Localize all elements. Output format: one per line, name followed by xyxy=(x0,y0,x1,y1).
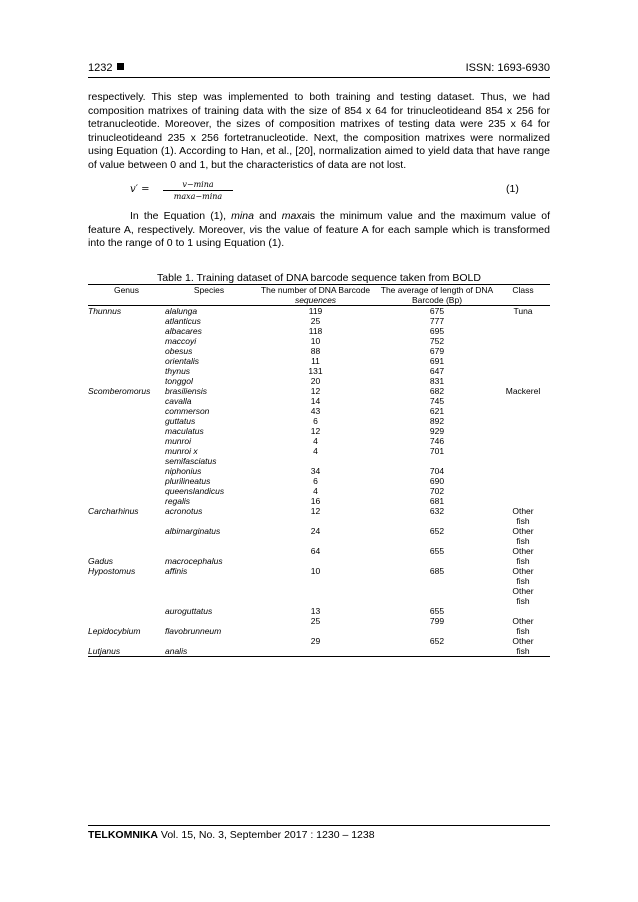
cell-class: Tuna xyxy=(513,306,533,316)
cell-genus: Hypostomus xyxy=(88,566,136,576)
cell-species xyxy=(165,636,253,646)
cell-avg: 701 xyxy=(429,446,445,456)
cell-avg: 695 xyxy=(429,326,445,336)
cell-species xyxy=(165,516,253,526)
cell-class xyxy=(496,496,550,506)
cell-class: Other xyxy=(512,616,534,626)
cell-count: 20 xyxy=(310,376,321,386)
cell-avg: 652 xyxy=(429,526,445,536)
cell-genus xyxy=(88,616,165,626)
table-row xyxy=(88,376,550,386)
cell-avg: 704 xyxy=(429,466,445,476)
col-header-average xyxy=(378,285,496,306)
cell-genus xyxy=(88,536,165,546)
header-rule xyxy=(88,77,550,78)
cell-avg xyxy=(378,586,496,596)
cell-count: 16 xyxy=(310,496,321,506)
table-row xyxy=(88,536,550,546)
cell-count xyxy=(253,576,378,586)
cell-avg: 892 xyxy=(429,416,445,426)
cell-class xyxy=(496,466,550,476)
cell-class xyxy=(496,476,550,486)
cell-genus xyxy=(88,456,165,466)
cell-avg xyxy=(378,516,496,526)
cell-genus xyxy=(88,396,165,406)
cell-avg: 690 xyxy=(429,476,445,486)
cell-species: affinis xyxy=(165,566,188,576)
cell-avg: 929 xyxy=(429,426,445,436)
cell-count: 64 xyxy=(310,546,321,556)
cell-avg: 799 xyxy=(429,616,445,626)
equation-numerator: v−mina xyxy=(163,180,233,191)
cell-avg: 746 xyxy=(429,436,445,446)
cell-avg: 691 xyxy=(429,356,445,366)
cell-count xyxy=(253,516,378,526)
cell-species: semifasciatus xyxy=(165,456,217,466)
cell-species: regalis xyxy=(165,496,191,506)
cell-genus xyxy=(88,586,165,596)
table-row xyxy=(88,586,550,596)
cell-avg xyxy=(378,456,496,466)
equation-number: (1) xyxy=(506,183,519,195)
cell-species: commerson xyxy=(165,406,210,416)
cell-count: 14 xyxy=(310,396,321,406)
cell-class: Other xyxy=(512,586,534,596)
table-row xyxy=(88,346,550,356)
cell-avg: 655 xyxy=(429,606,445,616)
cell-genus xyxy=(88,446,165,456)
cell-count: 29 xyxy=(310,636,321,646)
cell-genus xyxy=(88,486,165,496)
cell-avg xyxy=(378,646,496,657)
math-max-a: maxa xyxy=(281,210,308,222)
cell-class: Other xyxy=(512,636,534,646)
table-row xyxy=(88,426,550,436)
cell-count xyxy=(253,536,378,546)
cell-count: 24 xyxy=(310,526,321,536)
cell-class: Other xyxy=(512,506,534,516)
table-row xyxy=(88,476,550,486)
cell-genus: Gadus xyxy=(88,556,114,566)
equation-fraction xyxy=(163,180,233,201)
cell-genus xyxy=(88,496,165,506)
table-row xyxy=(88,436,550,446)
cell-class: fish xyxy=(516,626,530,636)
cell-genus: Lutjanus xyxy=(88,646,121,656)
cell-species: orientalis xyxy=(165,356,200,366)
cell-species: albimarginatus xyxy=(165,526,221,536)
table-caption: Table 1. Training dataset of DNA barcode sequence taken from BOLD xyxy=(157,272,481,284)
table-row xyxy=(88,566,550,576)
cell-avg xyxy=(378,536,496,546)
cell-genus: Thunnus xyxy=(88,306,122,316)
cell-class xyxy=(496,606,550,616)
dna-barcode-table xyxy=(88,284,550,657)
table-row xyxy=(88,316,550,326)
table-row xyxy=(88,356,550,366)
cell-class: Other xyxy=(512,546,534,556)
cell-species: queenslandicus xyxy=(165,486,225,496)
table-row xyxy=(88,506,550,516)
cell-genus xyxy=(88,346,165,356)
cell-species: niphonius xyxy=(165,466,202,476)
cell-class: fish xyxy=(516,536,530,546)
cell-class: fish xyxy=(516,646,530,656)
table-row xyxy=(88,326,550,336)
issn: ISSN: 1693-6930 xyxy=(465,62,550,74)
journal-citation: Vol. 15, No. 3, September 2017 : 1230 – 1238 xyxy=(158,829,375,841)
table-row xyxy=(88,386,550,396)
cell-genus: Scomberomorus xyxy=(88,386,151,396)
cell-class xyxy=(496,446,550,456)
cell-species: flavobrunneum xyxy=(165,626,222,636)
cell-class xyxy=(496,376,550,386)
cell-species: maculatus xyxy=(165,426,204,436)
cell-genus xyxy=(88,596,165,606)
table-row xyxy=(88,446,550,456)
table-row xyxy=(88,406,550,416)
cell-count: 4 xyxy=(313,446,318,456)
cell-species xyxy=(165,576,253,586)
cell-count: 88 xyxy=(310,346,321,356)
cell-class: fish xyxy=(516,576,530,586)
cell-species xyxy=(165,536,253,546)
cell-species: cavalla xyxy=(165,396,192,406)
cell-count: 10 xyxy=(310,566,321,576)
table-row xyxy=(88,396,550,406)
cell-species: munroi xyxy=(165,436,191,446)
cell-class xyxy=(496,366,550,376)
table-row xyxy=(88,336,550,346)
paragraph-text: is the value of feature A for each sample which is transformed into the range of 0 to 1 using Equation (1). xyxy=(88,223,550,249)
cell-avg xyxy=(378,626,496,636)
table-row xyxy=(88,306,550,317)
cell-count xyxy=(253,646,378,657)
cell-count: 10 xyxy=(310,336,321,346)
col-header-genus: Genus xyxy=(113,285,140,295)
cell-count: 13 xyxy=(310,606,321,616)
table-row xyxy=(88,636,550,646)
col-header-count-line1: The number of DNA Barcode xyxy=(260,285,371,295)
cell-avg: 831 xyxy=(429,376,445,386)
cell-class: fish xyxy=(516,516,530,526)
cell-count: 118 xyxy=(308,326,323,336)
cell-avg: 777 xyxy=(429,316,445,326)
cell-avg: 647 xyxy=(429,366,445,376)
cell-genus xyxy=(88,576,165,586)
cell-avg: 702 xyxy=(429,486,445,496)
col-header-average-line1: The average of length of DNA xyxy=(380,285,494,295)
cell-count: 4 xyxy=(313,436,318,446)
cell-avg: 632 xyxy=(429,506,445,516)
cell-genus xyxy=(88,406,165,416)
page-number: 1232 xyxy=(88,62,113,74)
table-row xyxy=(88,456,550,466)
cell-count: 131 xyxy=(308,366,323,376)
cell-genus xyxy=(88,606,165,616)
cell-class xyxy=(496,436,550,446)
cell-genus xyxy=(88,546,165,556)
cell-count: 12 xyxy=(310,506,321,516)
table-row xyxy=(88,516,550,526)
cell-species: macrocephalus xyxy=(165,556,223,566)
table-row xyxy=(88,486,550,496)
cell-species: alalunga xyxy=(165,306,198,316)
square-bullet-icon xyxy=(117,63,124,70)
cell-genus xyxy=(88,316,165,326)
cell-count: 25 xyxy=(310,616,321,626)
cell-count: 34 xyxy=(310,466,321,476)
cell-genus xyxy=(88,526,165,536)
cell-genus xyxy=(88,426,165,436)
table-row xyxy=(88,526,550,536)
table-row xyxy=(88,416,550,426)
cell-class: fish xyxy=(516,596,530,606)
cell-class xyxy=(496,316,550,326)
cell-genus: Carcharhinus xyxy=(88,506,139,516)
paragraph-text: In the Equation (1), xyxy=(130,210,232,222)
cell-species: thynus xyxy=(165,366,191,376)
cell-species: plurilineatus xyxy=(165,476,211,486)
cell-count xyxy=(253,596,378,606)
equation-denominator: maxa−mina xyxy=(173,192,223,201)
cell-avg xyxy=(378,596,496,606)
table-header-row xyxy=(88,285,550,306)
cell-avg: 679 xyxy=(429,346,445,356)
table-row xyxy=(88,616,550,626)
table-row xyxy=(88,366,550,376)
cell-avg: 621 xyxy=(429,406,445,416)
cell-class: Other xyxy=(512,566,534,576)
cell-avg: 745 xyxy=(429,396,445,406)
col-header-average-line2: Barcode (Bp) xyxy=(411,295,463,305)
cell-species: tonggol xyxy=(165,376,193,386)
cell-class xyxy=(496,356,550,366)
cell-avg: 752 xyxy=(429,336,445,346)
cell-count xyxy=(253,626,378,636)
cell-species: auroguttatus xyxy=(165,606,213,616)
cell-count: 6 xyxy=(313,416,318,426)
cell-species xyxy=(165,546,253,556)
cell-avg: 681 xyxy=(429,496,445,506)
cell-species: guttatus xyxy=(165,416,196,426)
cell-species xyxy=(165,616,253,626)
cell-genus xyxy=(88,516,165,526)
cell-count: 6 xyxy=(313,476,318,486)
page-footer xyxy=(88,829,375,841)
page-number-block xyxy=(88,62,124,74)
col-header-count xyxy=(253,285,378,306)
table-row xyxy=(88,626,550,636)
cell-species: maccoyi xyxy=(165,336,197,346)
journal-name: TELKOMNIKA xyxy=(88,829,158,841)
cell-avg: 685 xyxy=(429,566,445,576)
cell-species: obesus xyxy=(165,346,193,356)
cell-genus xyxy=(88,416,165,426)
table-row xyxy=(88,546,550,556)
cell-genus xyxy=(88,466,165,476)
cell-avg: 652 xyxy=(429,636,445,646)
cell-class xyxy=(496,456,550,466)
cell-genus xyxy=(88,356,165,366)
table-row xyxy=(88,606,550,616)
cell-class xyxy=(496,396,550,406)
table-row xyxy=(88,466,550,476)
cell-class xyxy=(496,406,550,416)
cell-genus xyxy=(88,476,165,486)
cell-count xyxy=(253,456,378,466)
cell-genus xyxy=(88,436,165,446)
cell-count xyxy=(253,586,378,596)
cell-count: 12 xyxy=(310,426,321,436)
cell-class: Other xyxy=(512,526,534,536)
paragraph-text: and xyxy=(253,210,282,222)
cell-count: 4 xyxy=(313,486,318,496)
cell-count: 11 xyxy=(311,356,320,366)
cell-species xyxy=(165,586,253,596)
table-row xyxy=(88,556,550,566)
table-row xyxy=(88,576,550,586)
cell-avg: 682 xyxy=(429,386,445,396)
cell-genus xyxy=(88,376,165,386)
cell-class xyxy=(496,486,550,496)
cell-count xyxy=(253,556,378,566)
cell-class xyxy=(496,336,550,346)
col-header-class: Class xyxy=(512,285,534,295)
cell-genus xyxy=(88,336,165,346)
table-row xyxy=(88,646,550,657)
equation-lhs: v′ = xyxy=(130,184,150,195)
cell-species: atlanticus xyxy=(165,316,201,326)
body-paragraph-2 xyxy=(88,210,550,251)
cell-genus xyxy=(88,326,165,336)
cell-genus: Lepidocybium xyxy=(88,626,141,636)
cell-species: analis xyxy=(165,646,188,656)
body-paragraph-1: respectively. This step was implemented to both training and testing dataset. Thus, we had composition matrixes of training data with the size of 854 x 64 for trinucleotideand 854 x 256 for tetranucleotide. Moreover, the sizes of composition matrixes of testing data were 235 x 64 for trinucleotideand 235 x 256 fortetranucleotide. Next, the composition matrixes were normalized using Equation (1). According to Han, et al., [20], normalization aimed to yield data that have range of value between 0 and 1, but the characteristics of data are not lost. xyxy=(88,91,550,171)
cell-class xyxy=(496,346,550,356)
cell-species: brasiliensis xyxy=(165,386,208,396)
paragraph-text: is the minimum value and the maximum value of feature A, respectively. Moreover, xyxy=(88,210,550,236)
cell-count: 25 xyxy=(310,316,321,326)
cell-avg xyxy=(378,556,496,566)
cell-species xyxy=(165,596,253,606)
cell-class: Mackerel xyxy=(505,386,541,396)
col-header-species: Species xyxy=(193,285,225,295)
footer-rule xyxy=(88,825,550,826)
math-min-a: mina xyxy=(231,210,254,222)
cell-species: acronotus xyxy=(165,506,203,516)
table-row xyxy=(88,496,550,506)
table-row xyxy=(88,596,550,606)
cell-avg: 655 xyxy=(429,546,445,556)
cell-count: 12 xyxy=(310,386,321,396)
cell-count: 119 xyxy=(308,306,323,316)
cell-avg: 675 xyxy=(429,306,445,316)
cell-species: albacares xyxy=(165,326,202,336)
cell-species: munroi x xyxy=(165,446,198,456)
col-header-count-line2: sequences xyxy=(294,295,337,305)
cell-avg xyxy=(378,576,496,586)
cell-class xyxy=(496,426,550,436)
cell-class xyxy=(496,416,550,426)
cell-genus xyxy=(88,636,165,646)
math-v: v xyxy=(249,223,255,236)
cell-class xyxy=(496,326,550,336)
cell-class: fish xyxy=(516,556,530,566)
cell-count: 43 xyxy=(310,406,321,416)
cell-genus xyxy=(88,366,165,376)
